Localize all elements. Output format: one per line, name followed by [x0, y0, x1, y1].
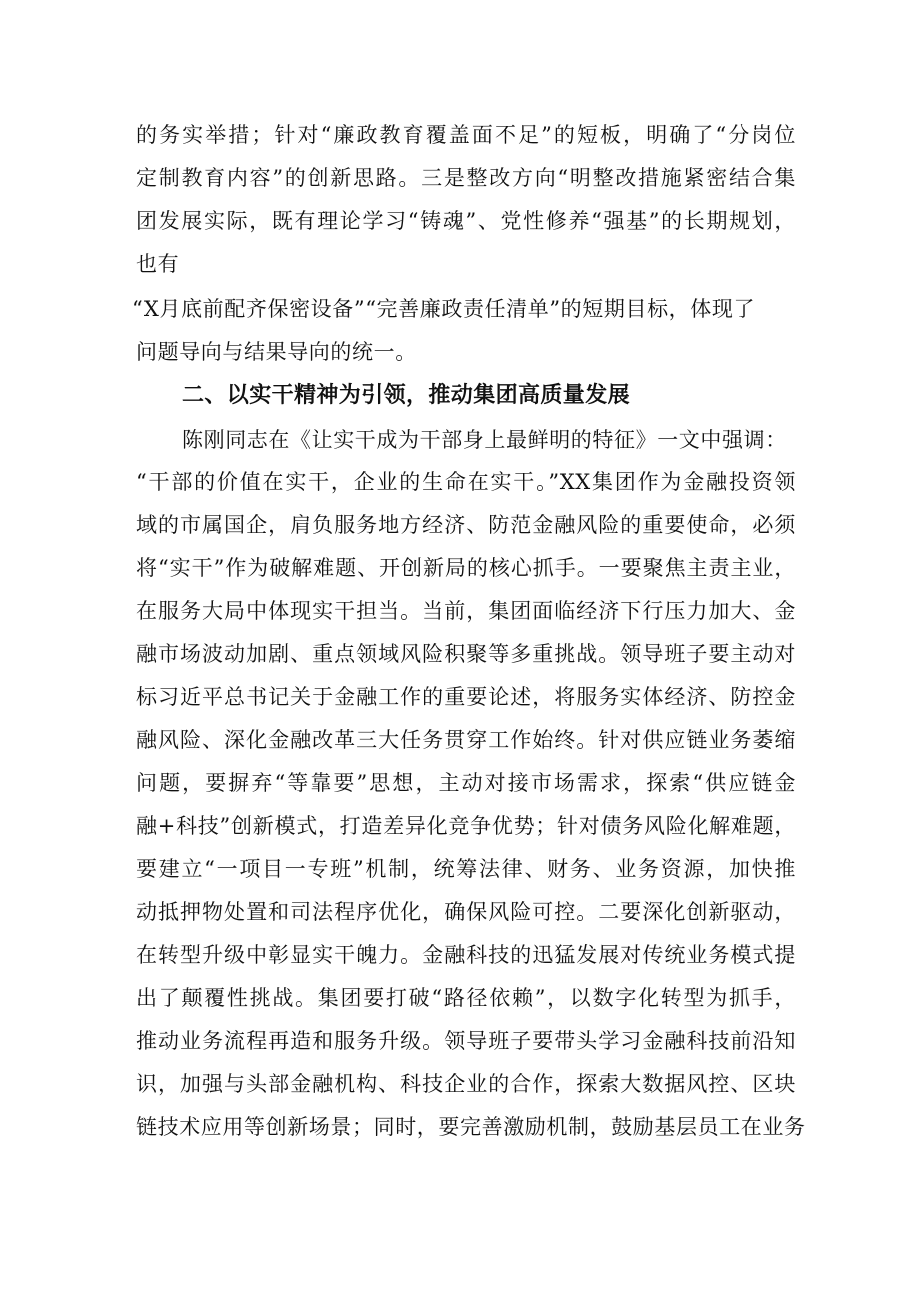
paragraph-line: 定制教育内容”的创新思路。三是整改方向“明整改措施紧密结合集	[136, 166, 796, 190]
paragraph-line: 的务实举措；针对“廉政教育覆盖面不足”的短板，明确了“分岗位	[136, 123, 796, 147]
paragraph-line: 要建立“一项目一专班”机制，统筹法律、财务、业务资源，加快推	[136, 857, 796, 881]
paragraph-line: 将“实干”作为破解难题、开创新局的核心抓手。一要聚焦主责主业，	[136, 556, 796, 580]
paragraph-line: 标习近平总书记关于金融工作的重要论述，将服务实体经济、防控金	[136, 685, 796, 709]
paragraph-line: 推动业务流程再造和服务升级。领导班子要带头学习金融科技前沿知	[136, 1029, 796, 1053]
paragraph-line: 融风险、深化金融改革三大任务贯穿工作始终。针对供应链业务萎缩	[136, 728, 796, 752]
paragraph-line: “X月底前配齐保密设备”“完善廉政责任清单”的短期目标，体现了	[132, 297, 756, 321]
paragraph-line: 融+科技”创新模式，打造差异化竞争优势；针对债务风险化解难题，	[136, 814, 796, 838]
paragraph-line: 陈刚同志在《让实干成为干部身上最鲜明的特征》一文中强调：	[182, 428, 787, 452]
section-heading: 二、以实干精神为引领，推动集团高质量发展	[182, 383, 631, 408]
paragraph-line: 在转型升级中彰显实干魄力。金融科技的迅猛发展对传统业务模式提	[136, 943, 796, 967]
paragraph-line: 在服务大局中体现实干担当。当前，集团面临经济下行压力加大、金	[136, 599, 796, 623]
paragraph-line: 团发展实际，既有理论学习“铸魂”、党性修养“强基”的长期规划，	[136, 209, 796, 233]
paragraph-line: 问题导向与结果导向的统一。	[136, 340, 417, 364]
paragraph-line: 动抵押物处置和司法程序优化，确保风险可控。二要深化创新驱动，	[136, 900, 796, 924]
paragraph-line: 链技术应用等创新场景；同时，要完善激励机制，鼓励基层员工在业务	[136, 1115, 806, 1139]
paragraph-line: 出了颠覆性挑战。集团要打破“路径依赖”，以数字化转型为抓手，	[136, 986, 796, 1010]
paragraph-line: 也有	[136, 252, 180, 276]
paragraph-line: 融市场波动加剧、重点领域风险积聚等多重挑战。领导班子要主动对	[136, 642, 796, 666]
paragraph-line: 域的市属国企，肩负服务地方经济、防范金融风险的重要使命，必须	[136, 513, 796, 537]
paragraph-line: “干部的价值在实干，企业的生命在实干。”XX集团作为金融投资领	[136, 470, 796, 494]
paragraph-line: 问题，要摒弃“等靠要”思想，主动对接市场需求，探索“供应链金	[136, 771, 796, 795]
paragraph-line: 识，加强与头部金融机构、科技企业的合作，探索大数据风控、区块	[136, 1072, 796, 1096]
